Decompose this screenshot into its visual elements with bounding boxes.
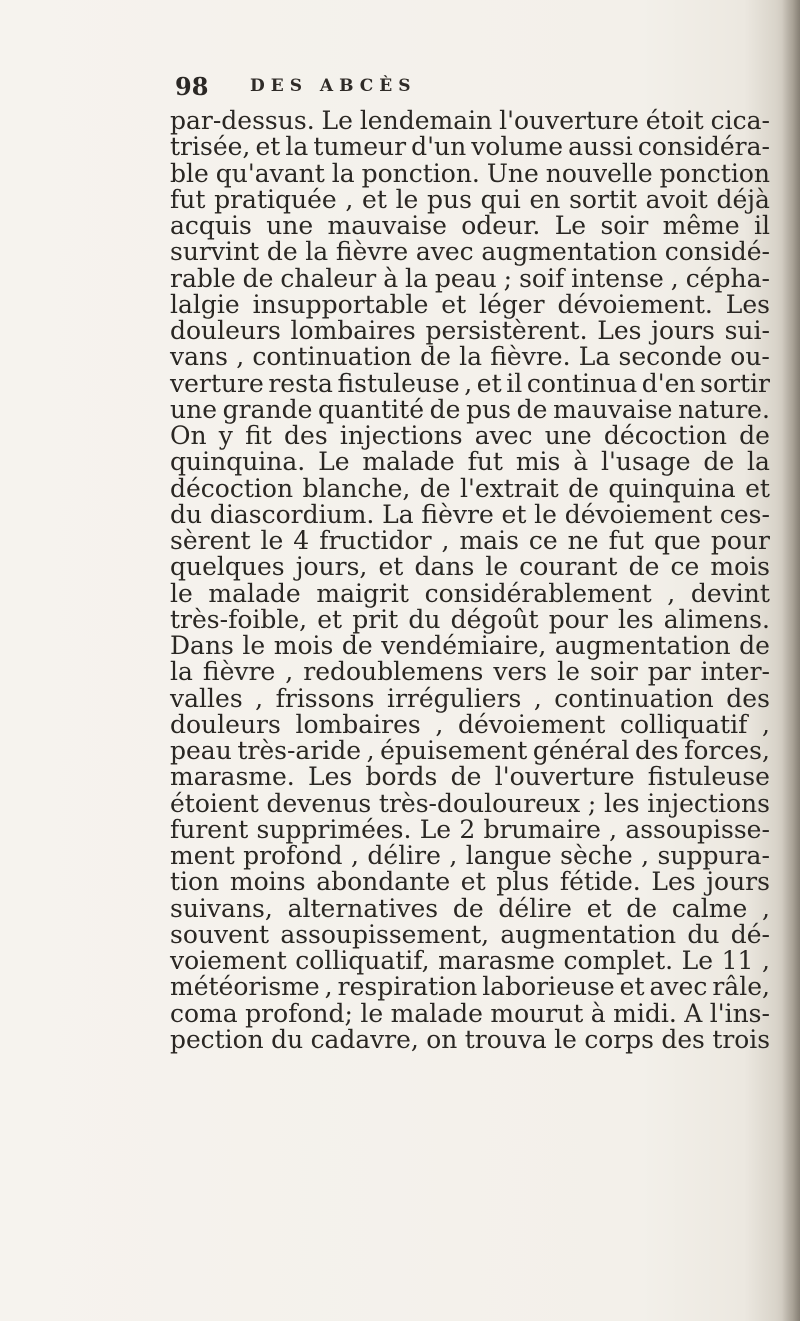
text-line: marasme. Les bords de l'ouverture fistuleuse: [170, 762, 770, 792]
text-line: peau très-aride , épuisement général des forces,: [170, 736, 770, 765]
page-number: 98: [175, 72, 209, 101]
text-line: étoient devenus très-douloureux ; les injections: [170, 788, 770, 818]
text-line: météorisme , respiration laborieuse et avec râle,: [170, 972, 770, 1002]
binding-edge-shadow: [782, 0, 800, 1321]
text-line: survint de la fièvre avec augmentation considé-: [170, 237, 770, 267]
text-line: le malade maigrit considérablement , devint: [170, 578, 770, 608]
text-line: du diascordium. La fièvre et le dévoiement ces-: [170, 499, 770, 529]
text-line: valles , frissons irréguliers , continuation des: [170, 683, 770, 713]
text-line: suivans, alternatives de délire et de calme ,: [170, 893, 770, 923]
running-title: DES ABCÈS: [250, 76, 417, 96]
text-line: douleurs lombaires persistèrent. Les jours sui-: [170, 316, 770, 345]
text-line: une grande quantité de pus de mauvaise nature.: [170, 394, 770, 424]
text-line: voiement colliquatif, marasme complet. Le 11 ,: [170, 946, 770, 975]
text-line: quinquina. Le malade fut mis à l'usage de la: [170, 447, 770, 477]
text-line: tion moins abondante et plus fétide. Les jours: [170, 867, 770, 897]
text-line: vans , continuation de la fièvre. La seconde ou-: [170, 342, 770, 372]
text-line: Dans le mois de vendémiaire, augmentation de: [170, 631, 770, 660]
text-line: souvent assoupissement, augmentation du dé-: [170, 919, 770, 949]
text-line: acquis une mauvaise odeur. Le soir même il: [170, 211, 770, 240]
page-header: [175, 72, 735, 102]
text-line: ment profond , délire , langue sèche , suppura-: [170, 841, 770, 870]
text-line: trisée, et la tumeur d'un volume aussi considéra-: [170, 132, 770, 162]
text-line: sèrent le 4 fructidor , mais ce ne fut que pour: [170, 526, 770, 555]
text-line: décoction blanche, de l'extrait de quinquina et: [170, 473, 770, 503]
text-line: lalgie insupportable et léger dévoiement. Les: [170, 289, 770, 319]
text-line: quelques jours, et dans le courant de ce mois: [170, 552, 770, 582]
text-line: par-dessus. Le lendemain l'ouverture étoit cica-: [170, 106, 770, 135]
text-line: On y fit des injections avec une décoction de: [170, 421, 770, 450]
text-line: verture resta fistuleuse , et il continua d'en sortir: [170, 368, 770, 398]
text-line: la fièvre , redoublemens vers le soir par inter-: [170, 657, 770, 687]
text-line: furent supprimées. Le 2 brumaire , assoupisse-: [170, 814, 770, 844]
text-line: très-foible, et prit du dégoût pour les alimens.: [170, 604, 770, 634]
text-line: ble qu'avant la ponction. Une nouvelle ponction: [170, 158, 770, 188]
text-line: pection du cadavre, on trouva le corps des trois: [170, 1024, 770, 1054]
text-line: rable de chaleur à la peau ; soif intense , cépha-: [170, 263, 770, 293]
text-line: fut pratiquée , et le pus qui en sortit avoit déjà: [170, 184, 770, 214]
text-line: coma profond; le malade mourut à midi. A l'ins-: [170, 998, 770, 1028]
body-text: [170, 108, 770, 1053]
text-line: douleurs lombaires , dévoiement colliquatif ,: [170, 709, 770, 739]
